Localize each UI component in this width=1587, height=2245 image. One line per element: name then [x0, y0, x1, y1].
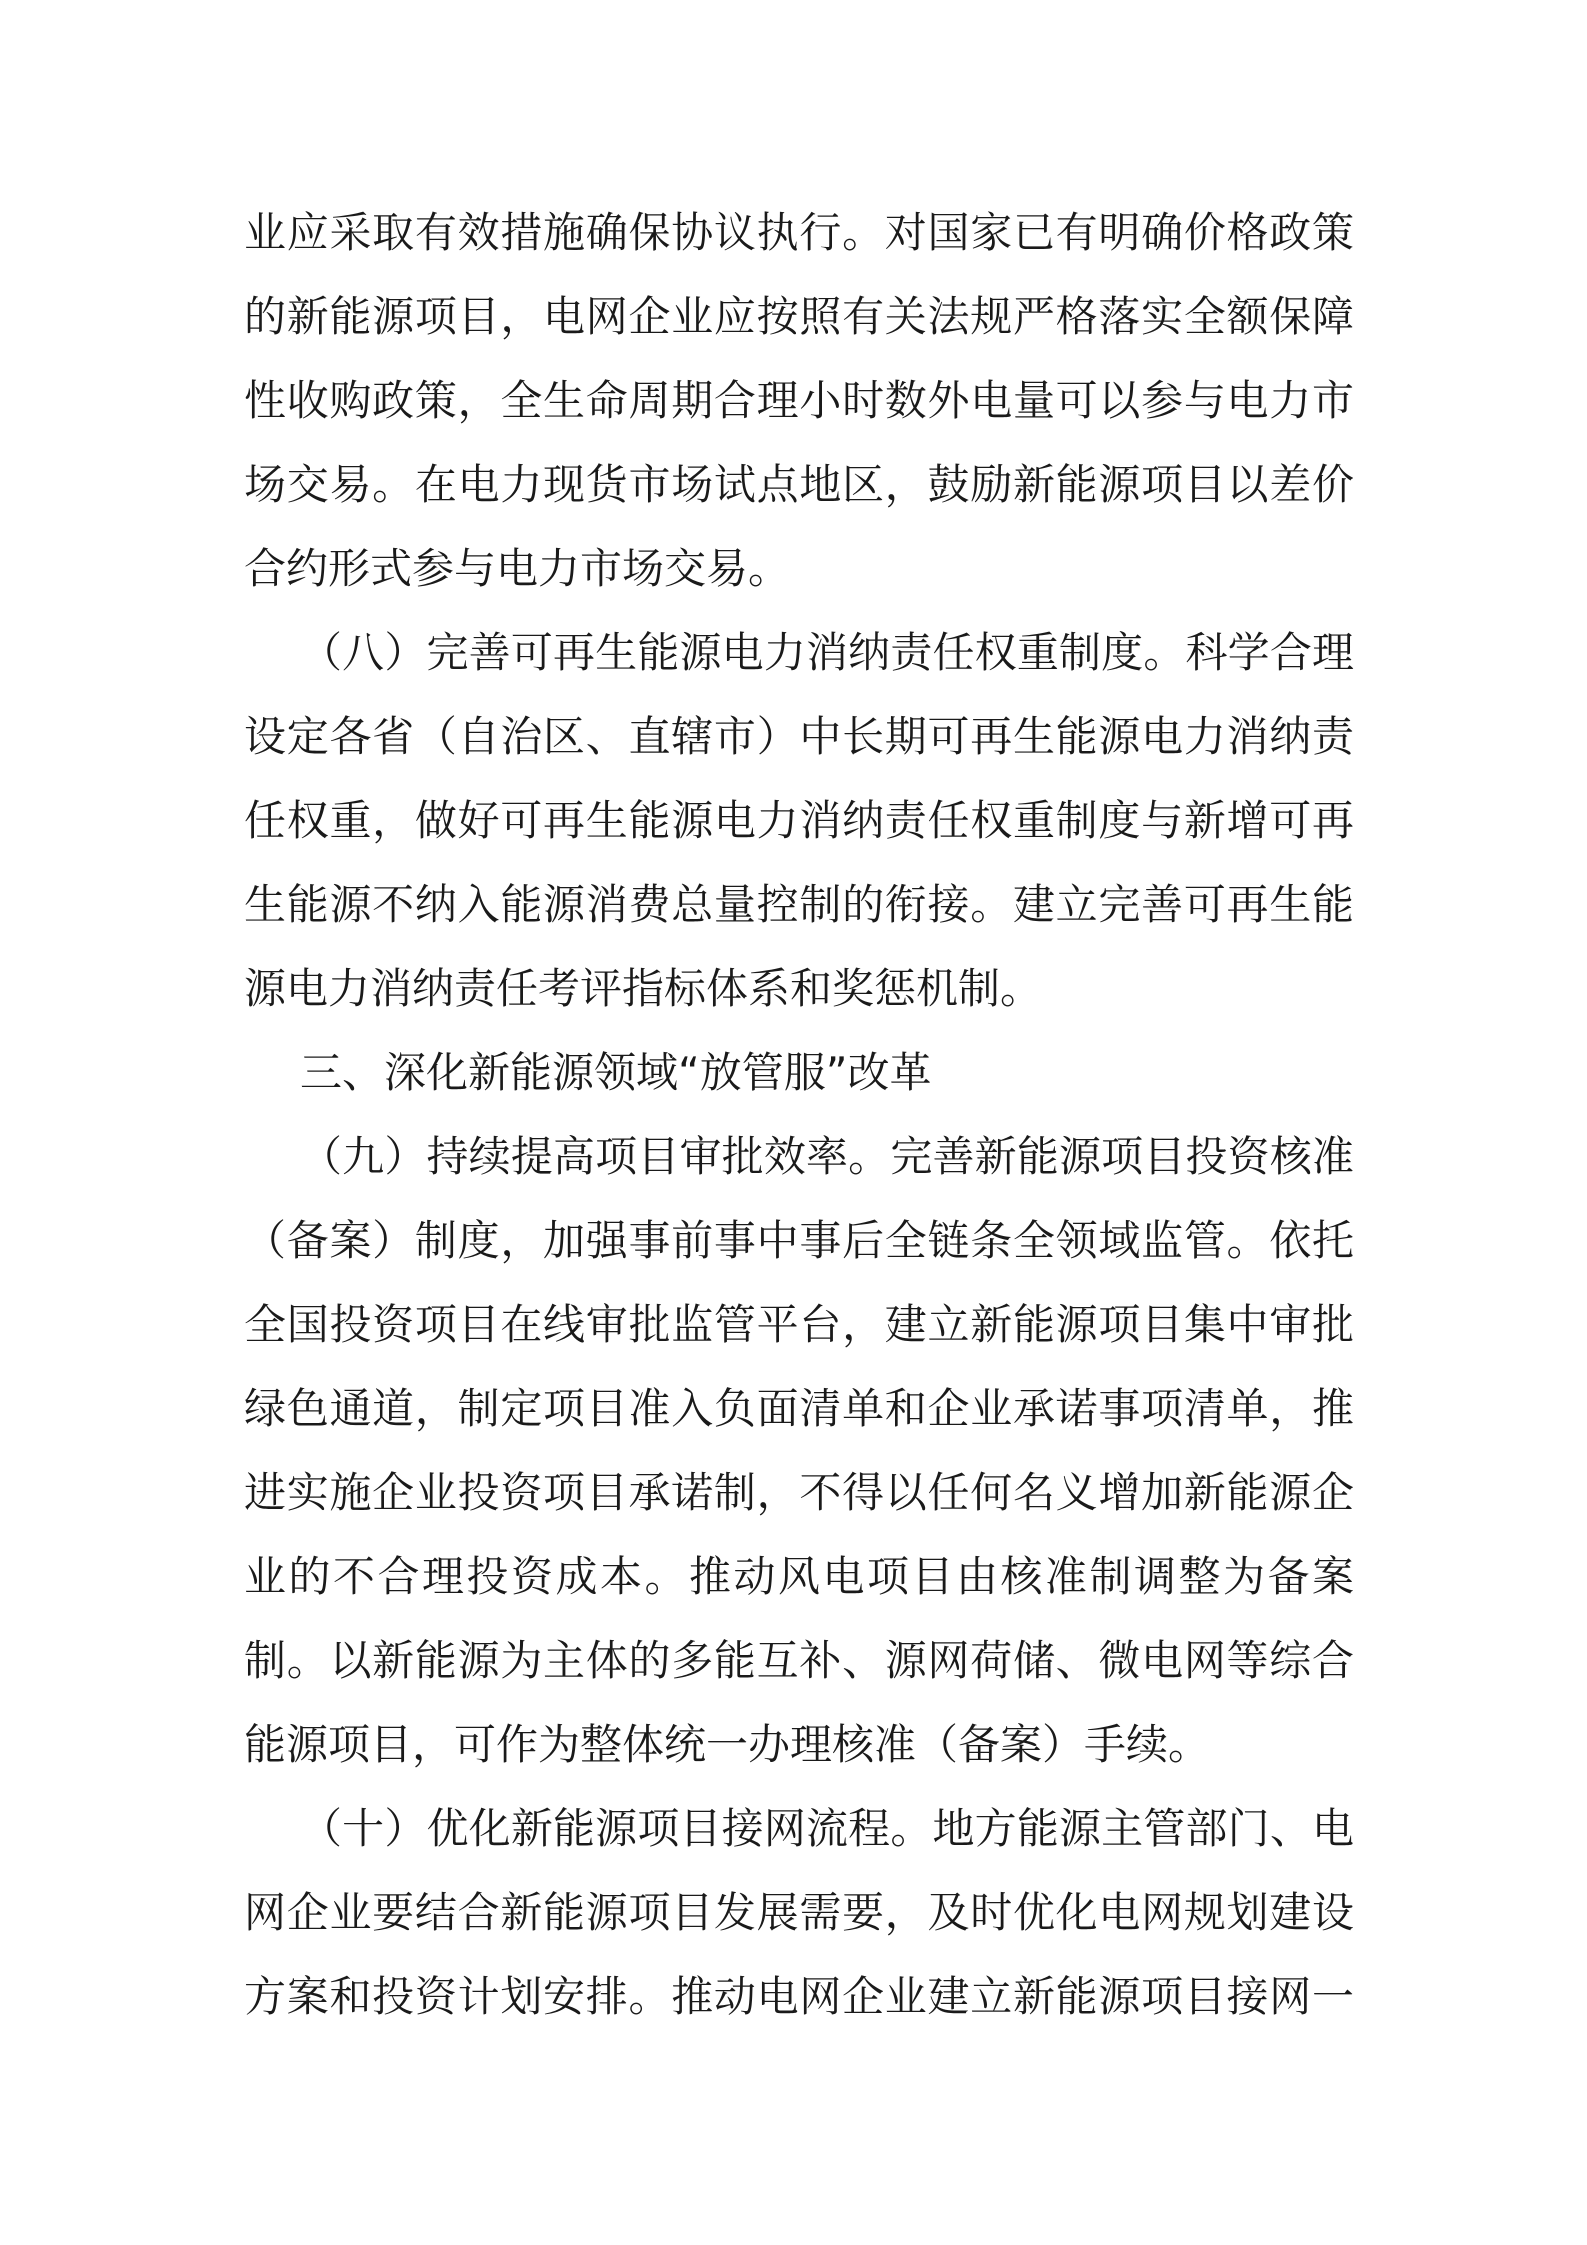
text-line: 任权重，做好可再生能源电力消纳责任权重制度与新增可再	[244, 796, 1354, 845]
paragraph-first-line: （十）优化新能源项目接网流程。地方能源主管部门、电	[300, 1804, 1354, 1853]
text-line: 能源项目，可作为整体统一办理核准（备案）手续。	[244, 1720, 1211, 1769]
text-line: 场交易。在电力现货市场试点地区，鼓励新能源项目以差价	[244, 460, 1354, 509]
text-line: 性收购政策，全生命周期合理小时数外电量可以参与电力市	[244, 376, 1354, 425]
text-line: 制。以新能源为主体的多能互补、源网荷储、微电网等综合	[244, 1636, 1354, 1685]
text-line: 合约形式参与电力市场交易。	[244, 544, 791, 593]
text-line: 绿色通道，制定项目准入负面清单和企业承诺事项清单，推	[244, 1384, 1354, 1433]
text-line: 业的不合理投资成本。推动风电项目由核准制调整为备案	[244, 1552, 1354, 1601]
text-line: 业应采取有效措施确保协议执行。对国家已有明确价格政策	[244, 208, 1354, 257]
text-line: 生能源不纳入能源消费总量控制的衔接。建立完善可再生能	[244, 880, 1354, 929]
text-line: 设定各省（自治区、直辖市）中长期可再生能源电力消纳责	[244, 712, 1354, 761]
text-line: 方案和投资计划安排。推动电网企业建立新能源项目接网一	[244, 1972, 1354, 2021]
paragraph-first-line: （八）完善可再生能源电力消纳责任权重制度。科学合理	[300, 628, 1354, 677]
text-line: 全国投资项目在线审批监管平台，建立新能源项目集中审批	[244, 1300, 1354, 1349]
text-line: 源电力消纳责任考评指标体系和奖惩机制。	[244, 964, 1043, 1013]
section-heading: 三、深化新能源领域“放管服”改革	[300, 1048, 932, 1097]
text-line: 的新能源项目，电网企业应按照有关法规严格落实全额保障	[244, 292, 1354, 341]
text-line: 进实施企业投资项目承诺制，不得以任何名义增加新能源企	[244, 1468, 1354, 1517]
text-line: （备案）制度，加强事前事中事后全链条全领域监管。依托	[244, 1216, 1354, 1265]
text-line: 网企业要结合新能源项目发展需要，及时优化电网规划建设	[244, 1888, 1354, 1937]
paragraph-first-line: （九）持续提高项目审批效率。完善新能源项目投资核准	[300, 1132, 1354, 1181]
